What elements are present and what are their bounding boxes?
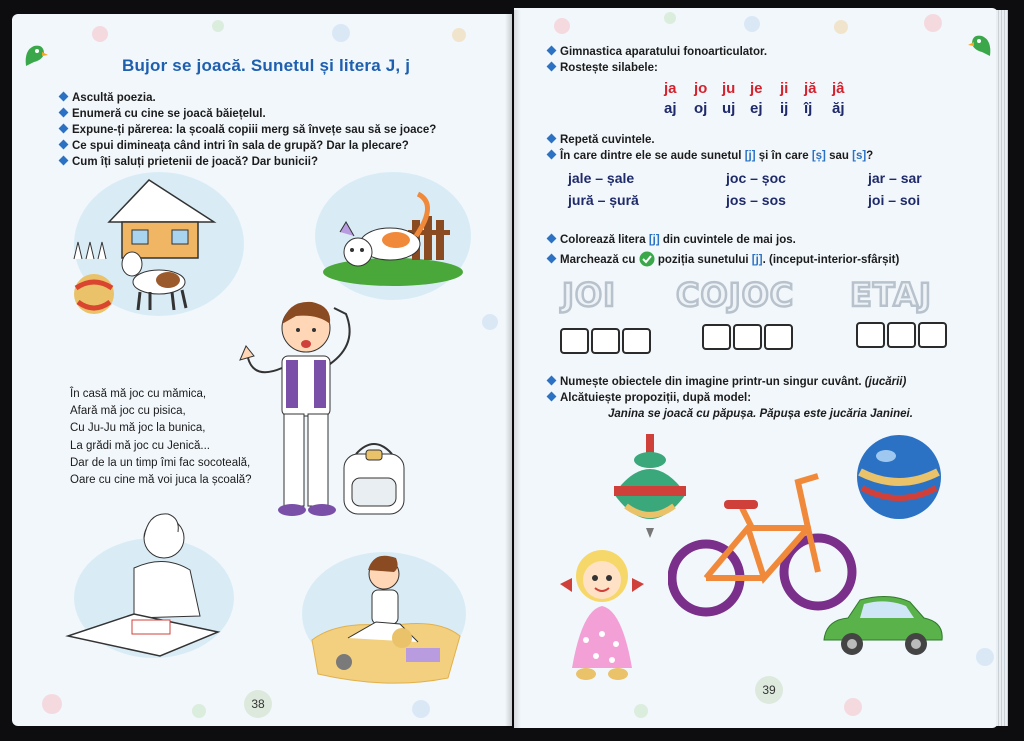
decor-bubble [42,694,62,714]
doll-illustration [552,540,652,682]
instruction-bullet: Marchează cu poziția sunetului [j]. (inceput-interior-sfârșit) [548,251,899,267]
outline-word: COJOC [676,276,795,314]
decor-bubble [212,20,224,32]
instruction-bullet: Colorează litera [j] din cuvintele de mai jos. [548,234,796,246]
decor-bubble [976,648,994,666]
syllable: ja [664,80,677,97]
parrot-logo-icon [966,30,996,60]
instruction-bullet: Gimnastica aparatului fonoarticulator. [548,46,767,58]
toy-car-illustration [818,592,948,662]
syllable: jă [804,80,817,97]
syllable: uj [722,100,736,117]
instruction-bullet: Enumeră cu cine se joacă băiețelul. [60,108,266,120]
word-pair: jură – șură [568,192,639,208]
decor-bubble [844,698,862,716]
check-circle-icon [639,251,655,267]
page-title: Bujor se joacă. Sunetul și litera J, j [122,56,411,75]
decor-bubble [634,704,648,718]
syllable: aj [664,100,677,117]
instruction-bullet: Ascultă poezia. [60,92,156,104]
syllable: jâ [832,80,845,97]
decor-bubble [192,704,206,718]
decor-bubble [482,314,498,330]
page-number: 39 [755,676,783,704]
word-pair: jar – sar [868,170,922,186]
left-page [12,14,512,726]
word-pair: joi – soi [868,192,921,208]
decor-bubble [664,12,676,24]
decor-bubble [924,14,942,32]
decor-bubble [452,28,466,42]
syllable: ej [750,100,763,117]
cat-illustration [308,164,473,304]
decor-bubble [834,20,848,34]
syllable: ij [780,100,789,117]
school-bag-illustration [338,434,410,518]
instruction-bullet: Alcătuiește propoziții, după model: [548,392,751,404]
syllable: ju [722,80,736,97]
word-pair: jos – sos [726,192,786,208]
decor-bubble [92,26,108,42]
outline-word: JOI [562,276,617,314]
book-spine [505,10,521,728]
poem: În casă mă joc cu mămica, Afară mă joc cu pisica, Cu Ju-Ju mă joc la bunica, La grădi mă joc cu Jenică... Dar de la un timp îmi fac socoteală, Oare cu cine mă voi juca la școală? [70,388,252,487]
house-dog-illustration [64,164,244,324]
syllable: ăj [832,100,845,117]
decor-bubble [332,24,350,42]
decor-bubble [554,18,570,34]
position-boxes[interactable] [702,324,793,350]
page-number: 38 [244,690,272,718]
word-pair: joc – șoc [726,170,786,186]
girl-reading-illustration [64,498,234,668]
parrot-logo-icon [20,40,50,70]
instruction-bullet: În care dintre ele se aude sunetul [j] și în care [ș] sau [s]? [548,150,873,162]
ball-illustration [854,432,944,522]
syllable: jo [694,80,708,97]
page-edges [996,10,1008,726]
instruction-bullet: Expune-ți părerea: la școală copiii merg să învețe sau să se joace? [60,124,436,136]
instruction-bullet: Numește obiectele din imagine printr-un singur cuvânt. (jucării) [548,376,906,388]
instruction-bullet: Rostește silabele: [548,62,658,74]
instruction-bullet: Cum îți saluți prietenii de joacă? Dar bunicii? [60,156,318,168]
outline-word: ETAJ [850,276,932,314]
position-boxes[interactable] [560,328,651,354]
syllable: ji [780,80,789,97]
decor-bubble [744,16,760,32]
syllable: îj [804,100,813,117]
boy-playing-illustration [298,544,470,692]
syllable: je [750,80,763,97]
model-sentence: Janina se joacă cu păpușa. Păpușa este jucăria Janinei. [608,408,913,420]
instruction-bullet: Repetă cuvintele. [548,134,655,146]
instruction-bullet: Ce spui dimineața când intri în sala de grupă? Dar la plecare? [60,140,409,152]
word-pair: jale – șale [568,170,635,186]
syllable: oj [694,100,708,117]
decor-bubble [412,700,430,718]
right-page [514,8,998,728]
position-boxes[interactable] [856,322,947,348]
